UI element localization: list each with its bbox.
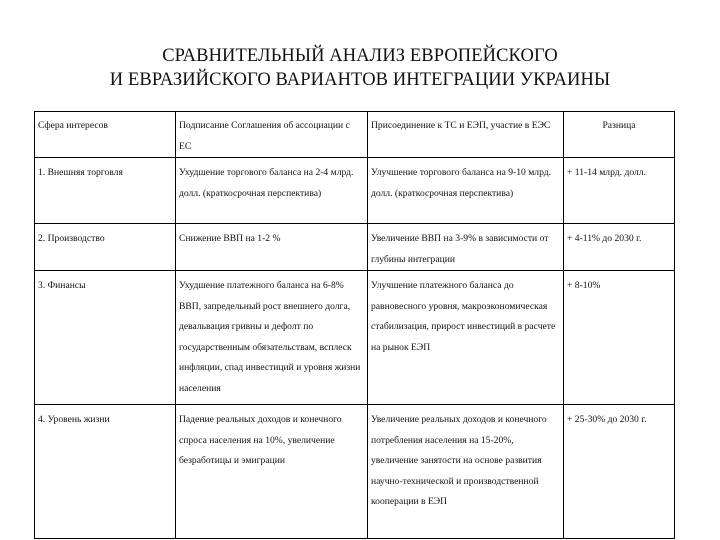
cell-difference: + 8-10%: [564, 271, 675, 405]
header-eu-association: Подписание Соглашения об ассоциации с ЕС: [176, 112, 368, 158]
table-row: [35, 271, 675, 405]
cell-difference: + 11-14 млрд. долл.: [564, 158, 675, 224]
cell-sphere: 2. Производство: [35, 224, 176, 271]
comparison-table: [34, 111, 675, 539]
header-eeu-accession: Присоединение к ТС и ЕЭП, участие в ЕЭС: [368, 112, 564, 158]
header-sphere: Сфера интересов: [35, 112, 176, 158]
cell-eeu: Увеличение ВВП на 3-9% в зависимости от глубины интеграции: [368, 224, 564, 271]
cell-eeu: Улучшение торгового баланса на 9-10 млрд. долл. (краткосрочная перспектива): [368, 158, 564, 224]
table-header-row: [35, 112, 675, 158]
cell-eu: Снижение ВВП на 1-2 %: [176, 224, 368, 271]
title-line-1: СРАВНИТЕЛЬНЫЙ АНАЛИЗ ЕВРОПЕЙСКОГО: [162, 46, 558, 66]
cell-eeu: Улучшение платежного баланса до равновесного уровня, макроэкономическая стабилизация, прирост инвестиций в расчете на рынок ЕЭП: [368, 271, 564, 405]
title-line-2: И ЕВРАЗИЙСКОГО ВАРИАНТОВ ИНТЕГРАЦИИ УКРАИНЫ: [109, 70, 611, 90]
table-row: [35, 224, 675, 271]
cell-sphere: 1. Внешняя торговля: [35, 158, 176, 224]
cell-difference: + 4-11% до 2030 г.: [564, 224, 675, 271]
cell-eu: Ухудшение платежного баланса на 6-8% ВВП, запредельный рост внешнего долга, девальвация гривны и дефолт по государственным обязательствам, всплеск инфляции, спад инвестиций и уровня жизни населения: [176, 271, 368, 405]
page-title: [0, 44, 720, 92]
cell-sphere: 4. Уровень жизни: [35, 405, 176, 539]
cell-eeu: Увеличение реальных доходов и конечного потребления населения на 15-20%, увеличение занятости на основе развития научно-технической и производственной кооперации в ЕЭП: [368, 405, 564, 539]
header-difference: Разница: [564, 112, 675, 158]
cell-sphere: 3. Финансы: [35, 271, 176, 405]
table-row: [35, 405, 675, 539]
cell-eu: Падение реальных доходов и конечного спроса населения на 10%, увеличение безработицы и эмиграции: [176, 405, 368, 539]
table-row: [35, 158, 675, 224]
cell-eu: Ухудшение торгового баланса на 2-4 млрд. долл. (краткосрочная перспектива): [176, 158, 368, 224]
cell-difference: + 25-30% до 2030 г.: [564, 405, 675, 539]
